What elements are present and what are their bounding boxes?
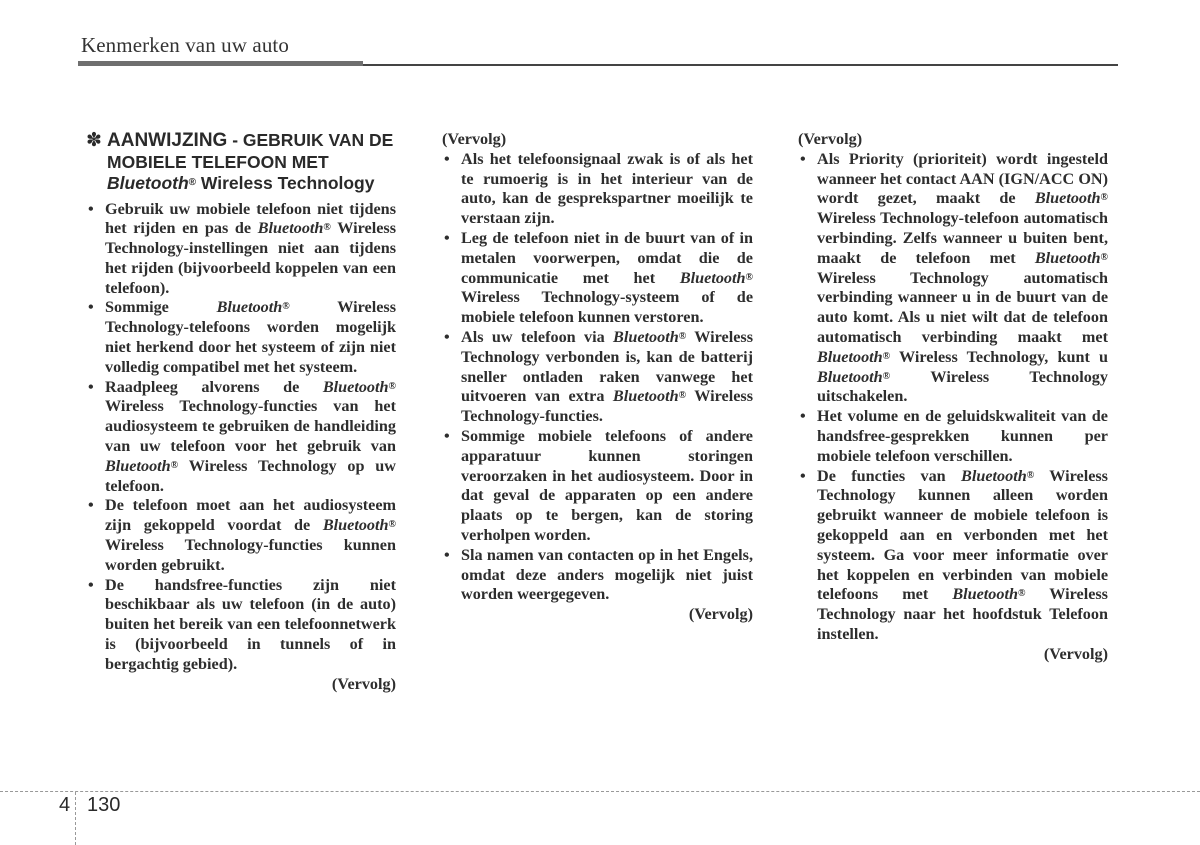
column-3	[798, 130, 1108, 665]
bullet-icon: •	[800, 466, 806, 485]
bullet-icon: •	[88, 575, 94, 594]
bullet-icon: •	[88, 377, 94, 396]
continued-label: (Vervolg)	[1043, 644, 1108, 663]
bullet-icon: •	[444, 545, 450, 564]
bullet-icon: •	[444, 426, 450, 445]
list-item: • Als uw telefoon via Bluetooth® Wireless Technology verbonden is, kan de batterij sneller ontladen raken vanwege het uitvoeren van extra Bluetooth® Wireless Technology-functies.	[444, 327, 753, 426]
continued-from-label: (Vervolg)	[798, 130, 863, 148]
list-item: • De telefoon moet aan het audiosysteem zijn gekoppeld voordat de Bluetooth® Wireless Technology-functies kunnen worden gebruikt.	[88, 496, 396, 574]
note-heading-bluetooth: Bluetooth	[107, 173, 189, 193]
list-item: • Als Priority (prioriteit) wordt ingesteld wanneer het contact AAN (IGN/ACC ON) wordt gezet, maakt de Bluetooth® Wireless Technology-telefoon automatisch verbinding. Zelfs wanneer u buiten bent, maakt de telefoon met Bluetooth® Wireless Technology automatisch verbinding wanneer u in de buurt van de auto komt. Als u niet wilt dat de telefoon automatisch verbinding maakt met Bluetooth® Wireless Technology, kunt u Bluetooth® Wireless Technology uitschakelen.	[800, 149, 1108, 406]
column-1	[86, 130, 396, 694]
bullet-icon: •	[800, 407, 806, 426]
bullet-icon: •	[444, 228, 450, 247]
asterisk-note-icon: ✽	[86, 130, 102, 151]
page-number: 130	[87, 794, 121, 816]
note-heading-end: Wireless Technology	[196, 173, 375, 193]
list-item: • Raadpleeg alvorens de Bluetooth® Wireless Technology-functies van het audiosysteem te gebruiken de handleiding van uw telefoon voor het gebruik van Bluetooth® Wireless Technology op uw telefoon.	[88, 377, 396, 495]
footer-dashed-rule	[0, 791, 1200, 792]
col1-bullet-list	[86, 200, 396, 675]
bullet-icon: •	[444, 149, 450, 168]
list-item: • Leg de telefoon niet in de buurt van of in metalen voorwerpen, omdat die de communicatie met het Bluetooth® Wireless Technology-systeem of de mobiele telefoon kunnen verstoren.	[444, 228, 753, 327]
list-item: • Sla namen van contacten op in het Engels, omdat deze anders mogelijk niet juist worden weergegeven.	[444, 545, 753, 604]
list-item: • De functies van Bluetooth® Wireless Technology kunnen alleen worden gebruikt wanneer de mobiele telefoon is gekoppeld aan en verbonden met het systeem. Ga voor meer informatie over het koppelen en verbinden van mobiele telefoons met Bluetooth® Wireless Technology naar het hoofdstuk Telefoon instellen.	[800, 466, 1108, 643]
list-item: • Sommige mobiele telefoons of andere apparatuur kunnen storingen veroorzaken in het audiosysteem. Door in dat geval de apparaten op een andere plaats op te bergen, kan de storing verholpen worden.	[444, 426, 753, 544]
col2-bullet-list	[442, 150, 753, 605]
header-rule-thick	[78, 61, 363, 66]
bullet-icon: •	[444, 327, 450, 346]
bullet-icon: •	[88, 298, 94, 317]
list-item: • Sommige Bluetooth® Wireless Technology-telefoons worden mogelijk niet herkend door het systeem of zijn niet volledig compatibel met het systeem.	[88, 298, 396, 376]
note-heading-text: - GEBRUIK VAN DE MOBIELE TELEFOON MET	[107, 130, 394, 172]
note-heading-reg: ®	[188, 177, 197, 188]
header-rule-thin	[363, 64, 1118, 66]
list-item: • De handsfree-functies zijn niet beschikbaar als uw telefoon (in de auto) buiten het bereik van een telefoonnetwerk is (bijvoorbeeld in tunnels of in bergachtig gebied).	[88, 575, 396, 673]
note-heading	[86, 130, 396, 195]
bullet-icon: •	[88, 199, 94, 218]
footer-vertical-dashed-rule	[75, 792, 76, 845]
note-label: AANWIJZING	[107, 130, 228, 151]
continued-label: (Vervolg)	[688, 605, 753, 624]
column-2	[442, 130, 753, 625]
page-header-title: Kenmerken van uw auto	[81, 33, 289, 57]
bullet-icon: •	[800, 149, 806, 168]
continued-label: (Vervolg)	[331, 674, 396, 693]
list-item: • Als het telefoonsignaal zwak is of als het te rumoerig is in het interieur van de auto, kan de gesprekspartner moeilijk te verstaan zijn.	[444, 149, 753, 228]
bullet-icon: •	[88, 496, 94, 515]
list-item: • Gebruik uw mobiele telefoon niet tijdens het rijden en pas de Bluetooth® Wireless Technology-instellingen niet aan tijdens het rijden (bijvoorbeeld koppelen van een telefoon).	[88, 199, 396, 297]
continued-from-label: (Vervolg)	[442, 130, 507, 148]
col3-bullet-list	[798, 150, 1108, 645]
list-item: • Het volume en de geluidskwaliteit van de handsfree-gesprekken kunnen per mobiele telefoon verschillen.	[800, 407, 1108, 465]
chapter-number: 4	[59, 794, 71, 816]
